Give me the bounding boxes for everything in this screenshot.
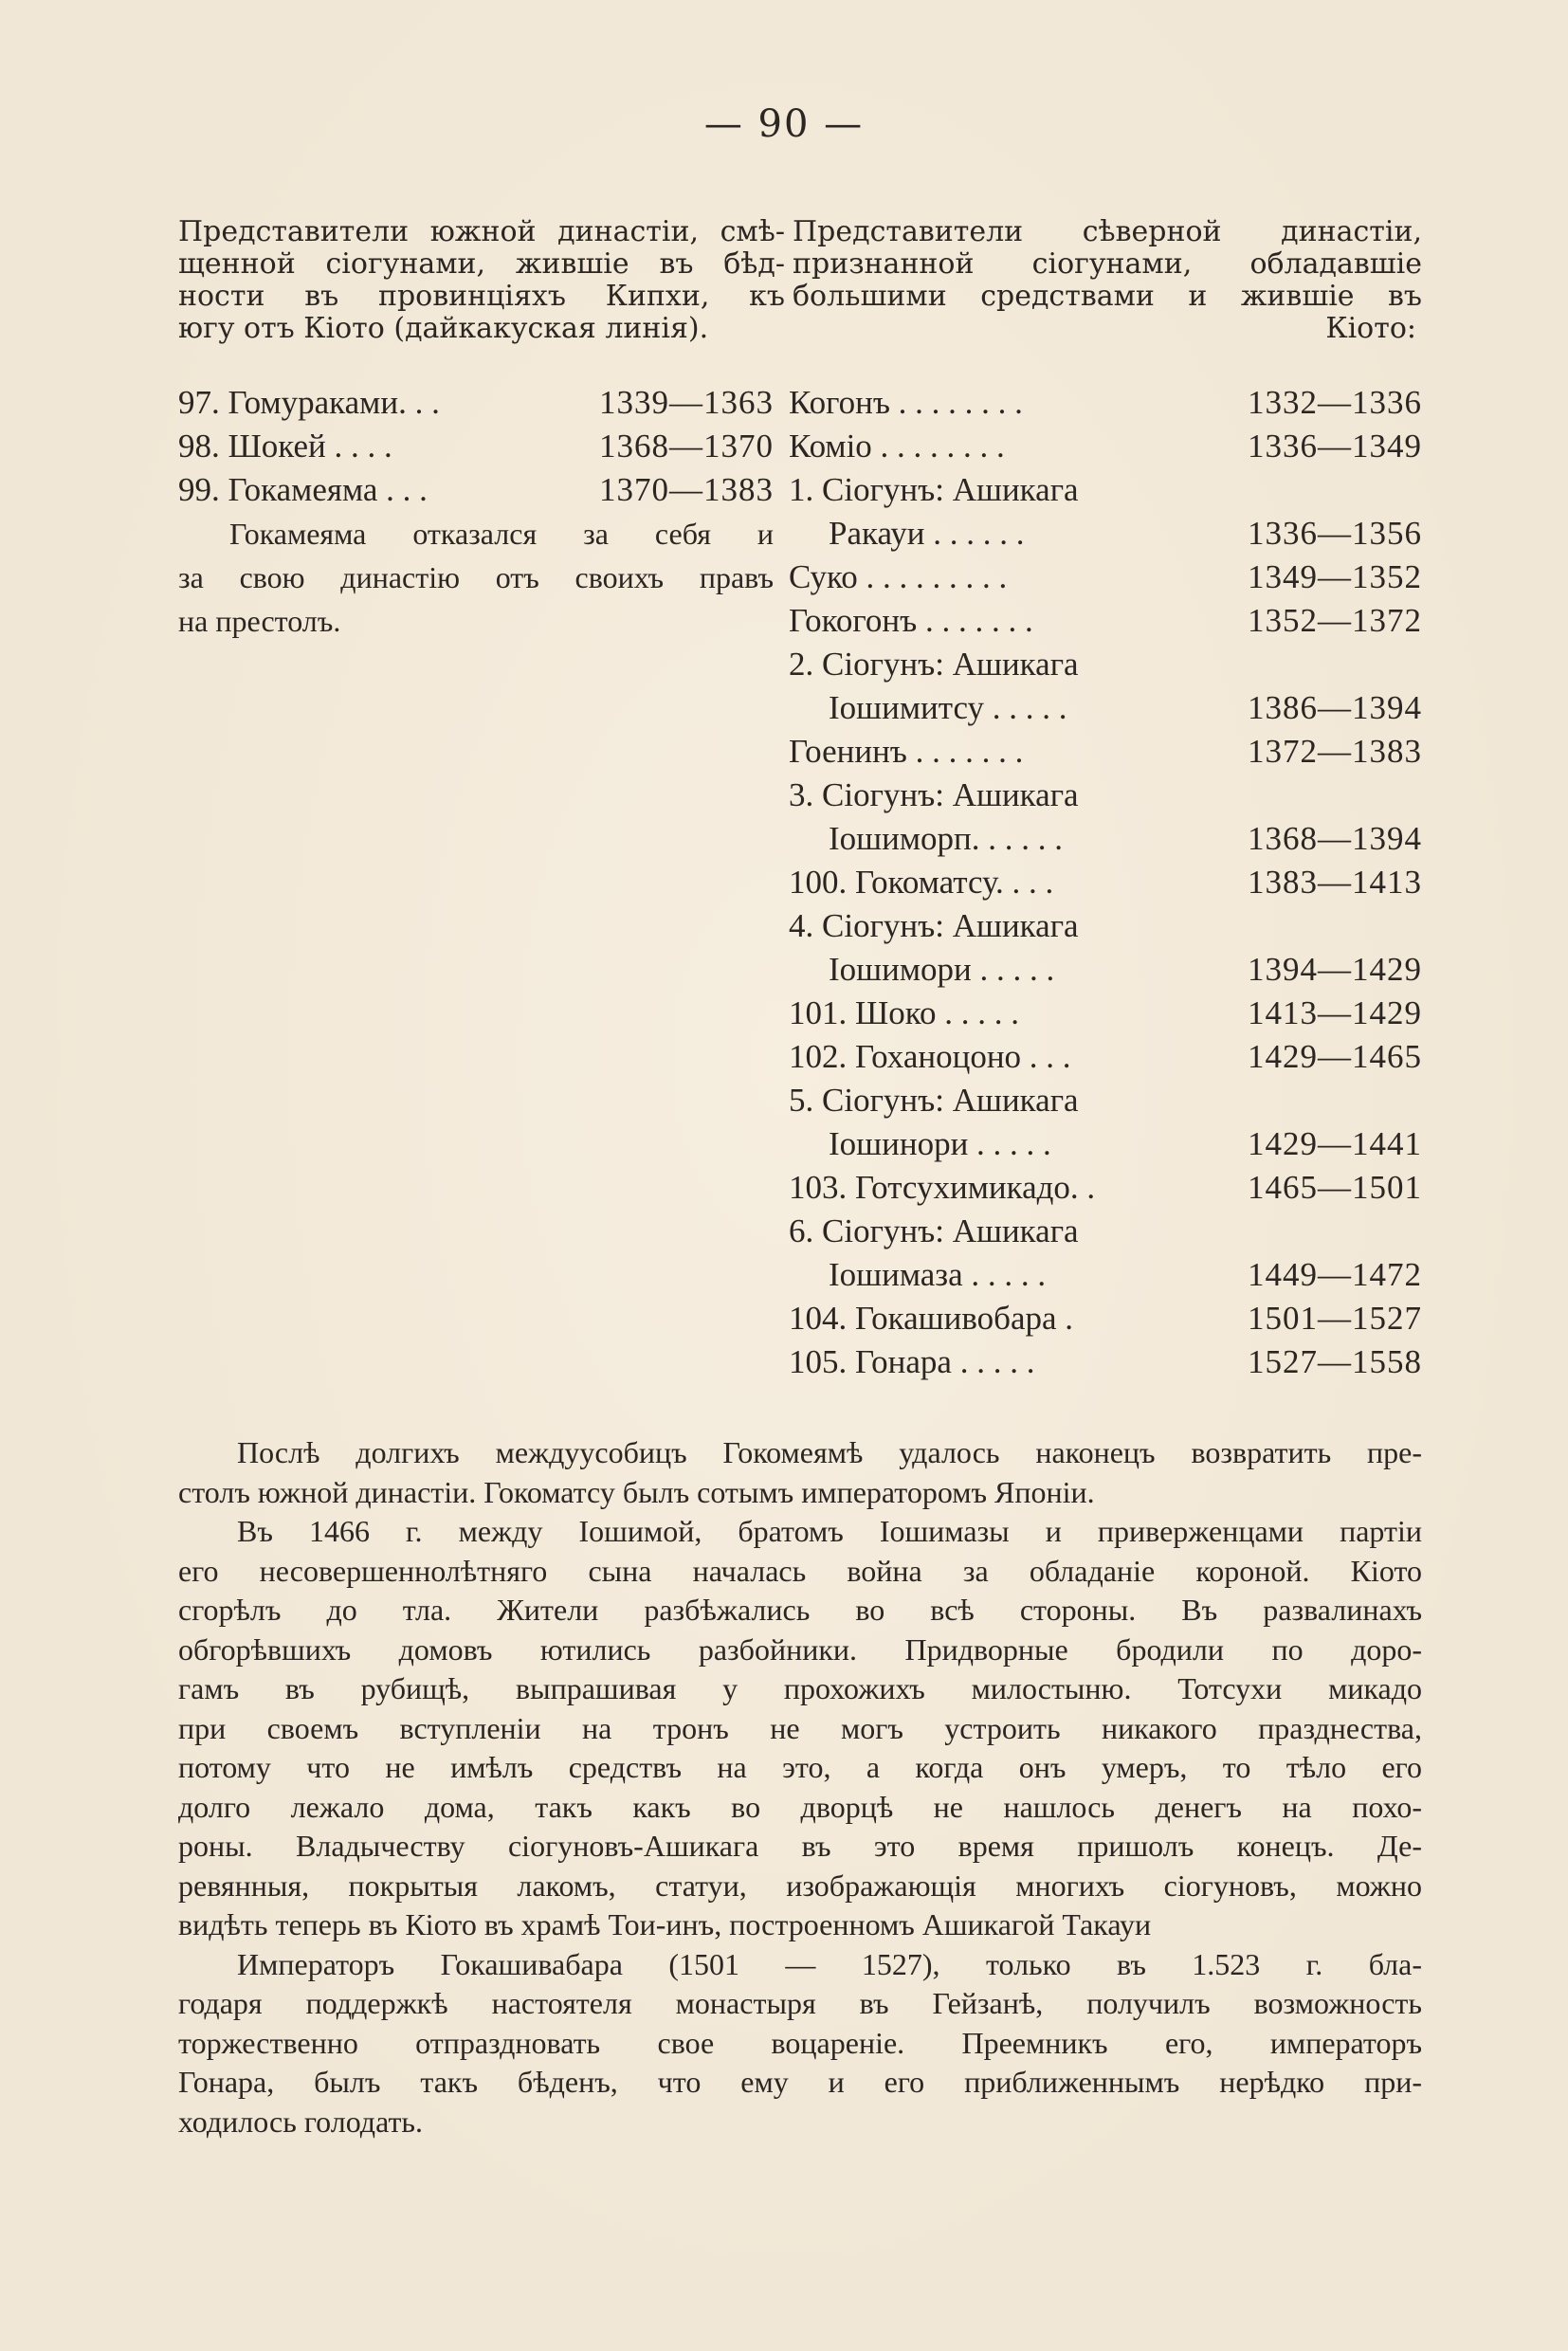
ruler-name: Іошимаза . . . . . <box>829 1256 1047 1293</box>
reign-years: 1368—1370 <box>599 428 774 465</box>
ruler-name: 97. Гомураками. . . <box>178 384 440 421</box>
reign-years: 1352—1372 <box>1248 602 1422 639</box>
ruler-name: 98. Шокей . . . . <box>178 428 392 465</box>
ruler-name: Гоенинъ . . . . . . . <box>789 733 1024 770</box>
reign-years: 1332—1336 <box>1248 384 1422 421</box>
northern-ruler-row <box>789 774 1422 817</box>
page-number: — 90 — <box>703 102 865 146</box>
ruler-name: Іошинори . . . . . <box>829 1125 1051 1162</box>
ruler-name: Когонъ . . . . . . . . <box>789 384 1023 421</box>
reign-years: 1501—1527 <box>1248 1300 1422 1337</box>
ruler-name: Суко . . . . . . . . . <box>789 558 1008 595</box>
right-header-line: большими средствами и жившіе въ <box>793 281 1422 313</box>
northern-ruler-row <box>789 1122 1422 1166</box>
paragraph-line: Въ 1466 г. между Іошимой, братомъ Іошимазы и приверженцами партіи <box>237 1514 1422 1548</box>
ruler-name: 6. Сіогунъ: Ашикага <box>789 1212 1079 1249</box>
southern-ruler-row <box>178 425 774 468</box>
reign-years: 1429—1441 <box>1248 1125 1422 1162</box>
reign-years: 1465—1501 <box>1248 1169 1422 1206</box>
right-header-line: Представители сѣверной династіи, <box>793 216 1422 248</box>
reign-years: 1336—1349 <box>1248 428 1422 465</box>
reign-years: 1429—1465 <box>1248 1038 1422 1075</box>
northern-ruler-row <box>789 1035 1422 1079</box>
paragraph-line: обгорѣвшихъ домовъ ютились разбойники. Придворные бродили по доро- <box>178 1631 1422 1667</box>
paragraph-line: торжественно отпраздновать свое воцареніе. Преемникъ его, императоръ <box>178 2025 1422 2060</box>
paragraph-line: потому что не имѣлъ средствъ на это, а когда онъ умеръ, то тѣло его <box>178 1750 1422 1784</box>
paragraph-line: годаря поддержкѣ настоятеля монастыря въ Гейзанѣ, получилъ возможность <box>178 1986 1422 2020</box>
ruler-name: Коміо . . . . . . . . <box>789 428 1005 465</box>
paragraph-line: сгорѣлъ до тла. Жители разбѣжались во всѣ стороны. Въ развалинахъ <box>178 1593 1422 1627</box>
northern-ruler-row <box>789 992 1422 1035</box>
left-header-line: Представители южной династіи, смѣ- <box>178 216 785 248</box>
note-line: на престолъ. <box>178 604 341 638</box>
ruler-name: 99. Гокамеяма . . . <box>178 471 428 508</box>
reign-years: 1394—1429 <box>1248 951 1422 988</box>
northern-ruler-row <box>789 1079 1422 1122</box>
northern-ruler-row <box>789 904 1422 948</box>
northern-ruler-row <box>789 425 1422 468</box>
reign-years: 1336—1356 <box>1248 515 1422 552</box>
reign-years: 1368—1394 <box>1248 820 1422 857</box>
reign-years: 1383—1413 <box>1248 864 1422 901</box>
ruler-name: 101. Шоко . . . . . <box>789 994 1020 1031</box>
paragraph-line: гамъ въ рубищѣ, выпрашивая у прохожихъ милостыню. Тотсухи микадо <box>178 1671 1422 1705</box>
paragraph-line: ходилось голодать. <box>178 2104 424 2139</box>
ruler-name: Іошимитсу . . . . . <box>829 689 1067 726</box>
northern-ruler-row <box>789 948 1422 992</box>
note-line: за свою династію отъ своихъ правъ <box>178 560 774 594</box>
reign-years: 1372—1383 <box>1248 733 1422 770</box>
body-text <box>178 1433 1422 2141</box>
northern-ruler-row <box>789 599 1422 643</box>
ruler-name: 3. Сіогунъ: Ашикага <box>789 776 1079 813</box>
northern-ruler-row <box>789 1297 1422 1340</box>
left-header-line: югу отъ Кіото (дайкакуская линія). <box>178 313 709 345</box>
northern-ruler-row <box>789 730 1422 774</box>
northern-ruler-row <box>789 1340 1422 1384</box>
paragraph-line: видѣть теперь въ Кіото въ храмѣ Тои-инъ, построенномъ Ашикагой Такауи <box>178 1907 1152 1941</box>
note-line: Гокамеяма отказался за себя и <box>229 517 774 551</box>
reign-years: 1386—1394 <box>1248 689 1422 726</box>
ruler-name: 5. Сіогунъ: Ашикага <box>789 1082 1079 1119</box>
northern-ruler-row <box>789 1210 1422 1253</box>
northern-dynasty-list <box>789 381 1422 1384</box>
right-column-header <box>793 216 1422 345</box>
ruler-name: 100. Гокоматсу. . . . <box>789 864 1054 901</box>
right-header-line: признанной сіогунами, обладавшіе <box>793 248 1422 281</box>
reign-years: 1370—1383 <box>599 471 774 508</box>
ruler-name: 4. Сіогунъ: Ашикага <box>789 907 1079 944</box>
left-header-line: ности въ провинціяхъ Кипхи, къ <box>178 281 785 313</box>
ruler-name: 2. Сіогунъ: Ашикага <box>789 646 1079 683</box>
paragraph-line: долго лежало дома, такъ какъ во дворцѣ не нашлось денегъ на похо- <box>178 1789 1422 1824</box>
northern-ruler-row <box>789 643 1422 686</box>
northern-ruler-row <box>789 817 1422 861</box>
northern-ruler-row <box>789 468 1422 512</box>
northern-ruler-row <box>789 686 1422 730</box>
paragraph-line: Послѣ долгихъ междуусобицъ Гокомеямѣ удалось наконецъ возвратить пре- <box>237 1435 1422 1469</box>
paragraph-line: роны. Владычеству сіогуновъ-Ашикага въ это время пришолъ конецъ. Де- <box>178 1829 1422 1863</box>
paragraph-line: ревянныя, покрытыя лакомъ, статуи, изображающія многихъ сіогуновъ, можно <box>178 1868 1422 1903</box>
paragraph-line: его несовершеннолѣтняго сына началась война за обладаніе короной. Кіото <box>178 1553 1422 1588</box>
southern-ruler-row <box>178 468 774 512</box>
ruler-name: Іошиморп. . . . . . <box>829 820 1063 857</box>
ruler-name: Ракауи . . . . . . <box>829 515 1025 552</box>
ruler-name: Іошимори . . . . . <box>829 951 1055 988</box>
ruler-name: 105. Гонара . . . . . <box>789 1343 1035 1380</box>
ruler-name: Гокогонъ . . . . . . . <box>789 602 1033 639</box>
northern-ruler-row <box>789 512 1422 556</box>
ruler-name: 103. Готсухимикадо. . <box>789 1169 1096 1206</box>
right-header-line: Кіото: <box>1325 313 1416 345</box>
reign-years: 1413—1429 <box>1248 994 1422 1031</box>
paragraph-line: Гонара, былъ такъ бѣденъ, что ему и его приближеннымъ нерѣдко при- <box>178 2065 1422 2099</box>
paragraph-line: столъ южной династіи. Гокоматсу былъ сотымъ императоромъ Японіи. <box>178 1474 1095 1509</box>
northern-ruler-row <box>789 556 1422 599</box>
reign-years: 1527—1558 <box>1248 1343 1422 1380</box>
northern-ruler-row <box>789 1166 1422 1210</box>
southern-ruler-row <box>178 381 774 425</box>
reign-years: 1449—1472 <box>1248 1256 1422 1293</box>
northern-ruler-row <box>789 861 1422 904</box>
left-header-line: щенной сіогунами, жившіе въ бѣд- <box>178 248 785 281</box>
paragraph-line: Императоръ Гокашивабара (1501 — 1527), только въ 1.523 г. бла- <box>237 1946 1422 1981</box>
abdication-note <box>178 512 774 643</box>
ruler-name: 1. Сіогунъ: Ашикага <box>789 471 1079 508</box>
ruler-name: 104. Гокашивобара . <box>789 1300 1074 1337</box>
reign-years: 1349—1352 <box>1248 558 1422 595</box>
ruler-name: 102. Гоханоцоно . . . <box>789 1038 1071 1075</box>
left-column-header <box>178 216 785 345</box>
northern-ruler-row <box>789 381 1422 425</box>
paragraph-line: при своемъ вступленіи на тронъ не могъ устроить никакого празднества, <box>178 1710 1422 1745</box>
northern-ruler-row <box>789 1253 1422 1297</box>
southern-dynasty-list <box>178 381 774 643</box>
reign-years: 1339—1363 <box>599 384 774 421</box>
